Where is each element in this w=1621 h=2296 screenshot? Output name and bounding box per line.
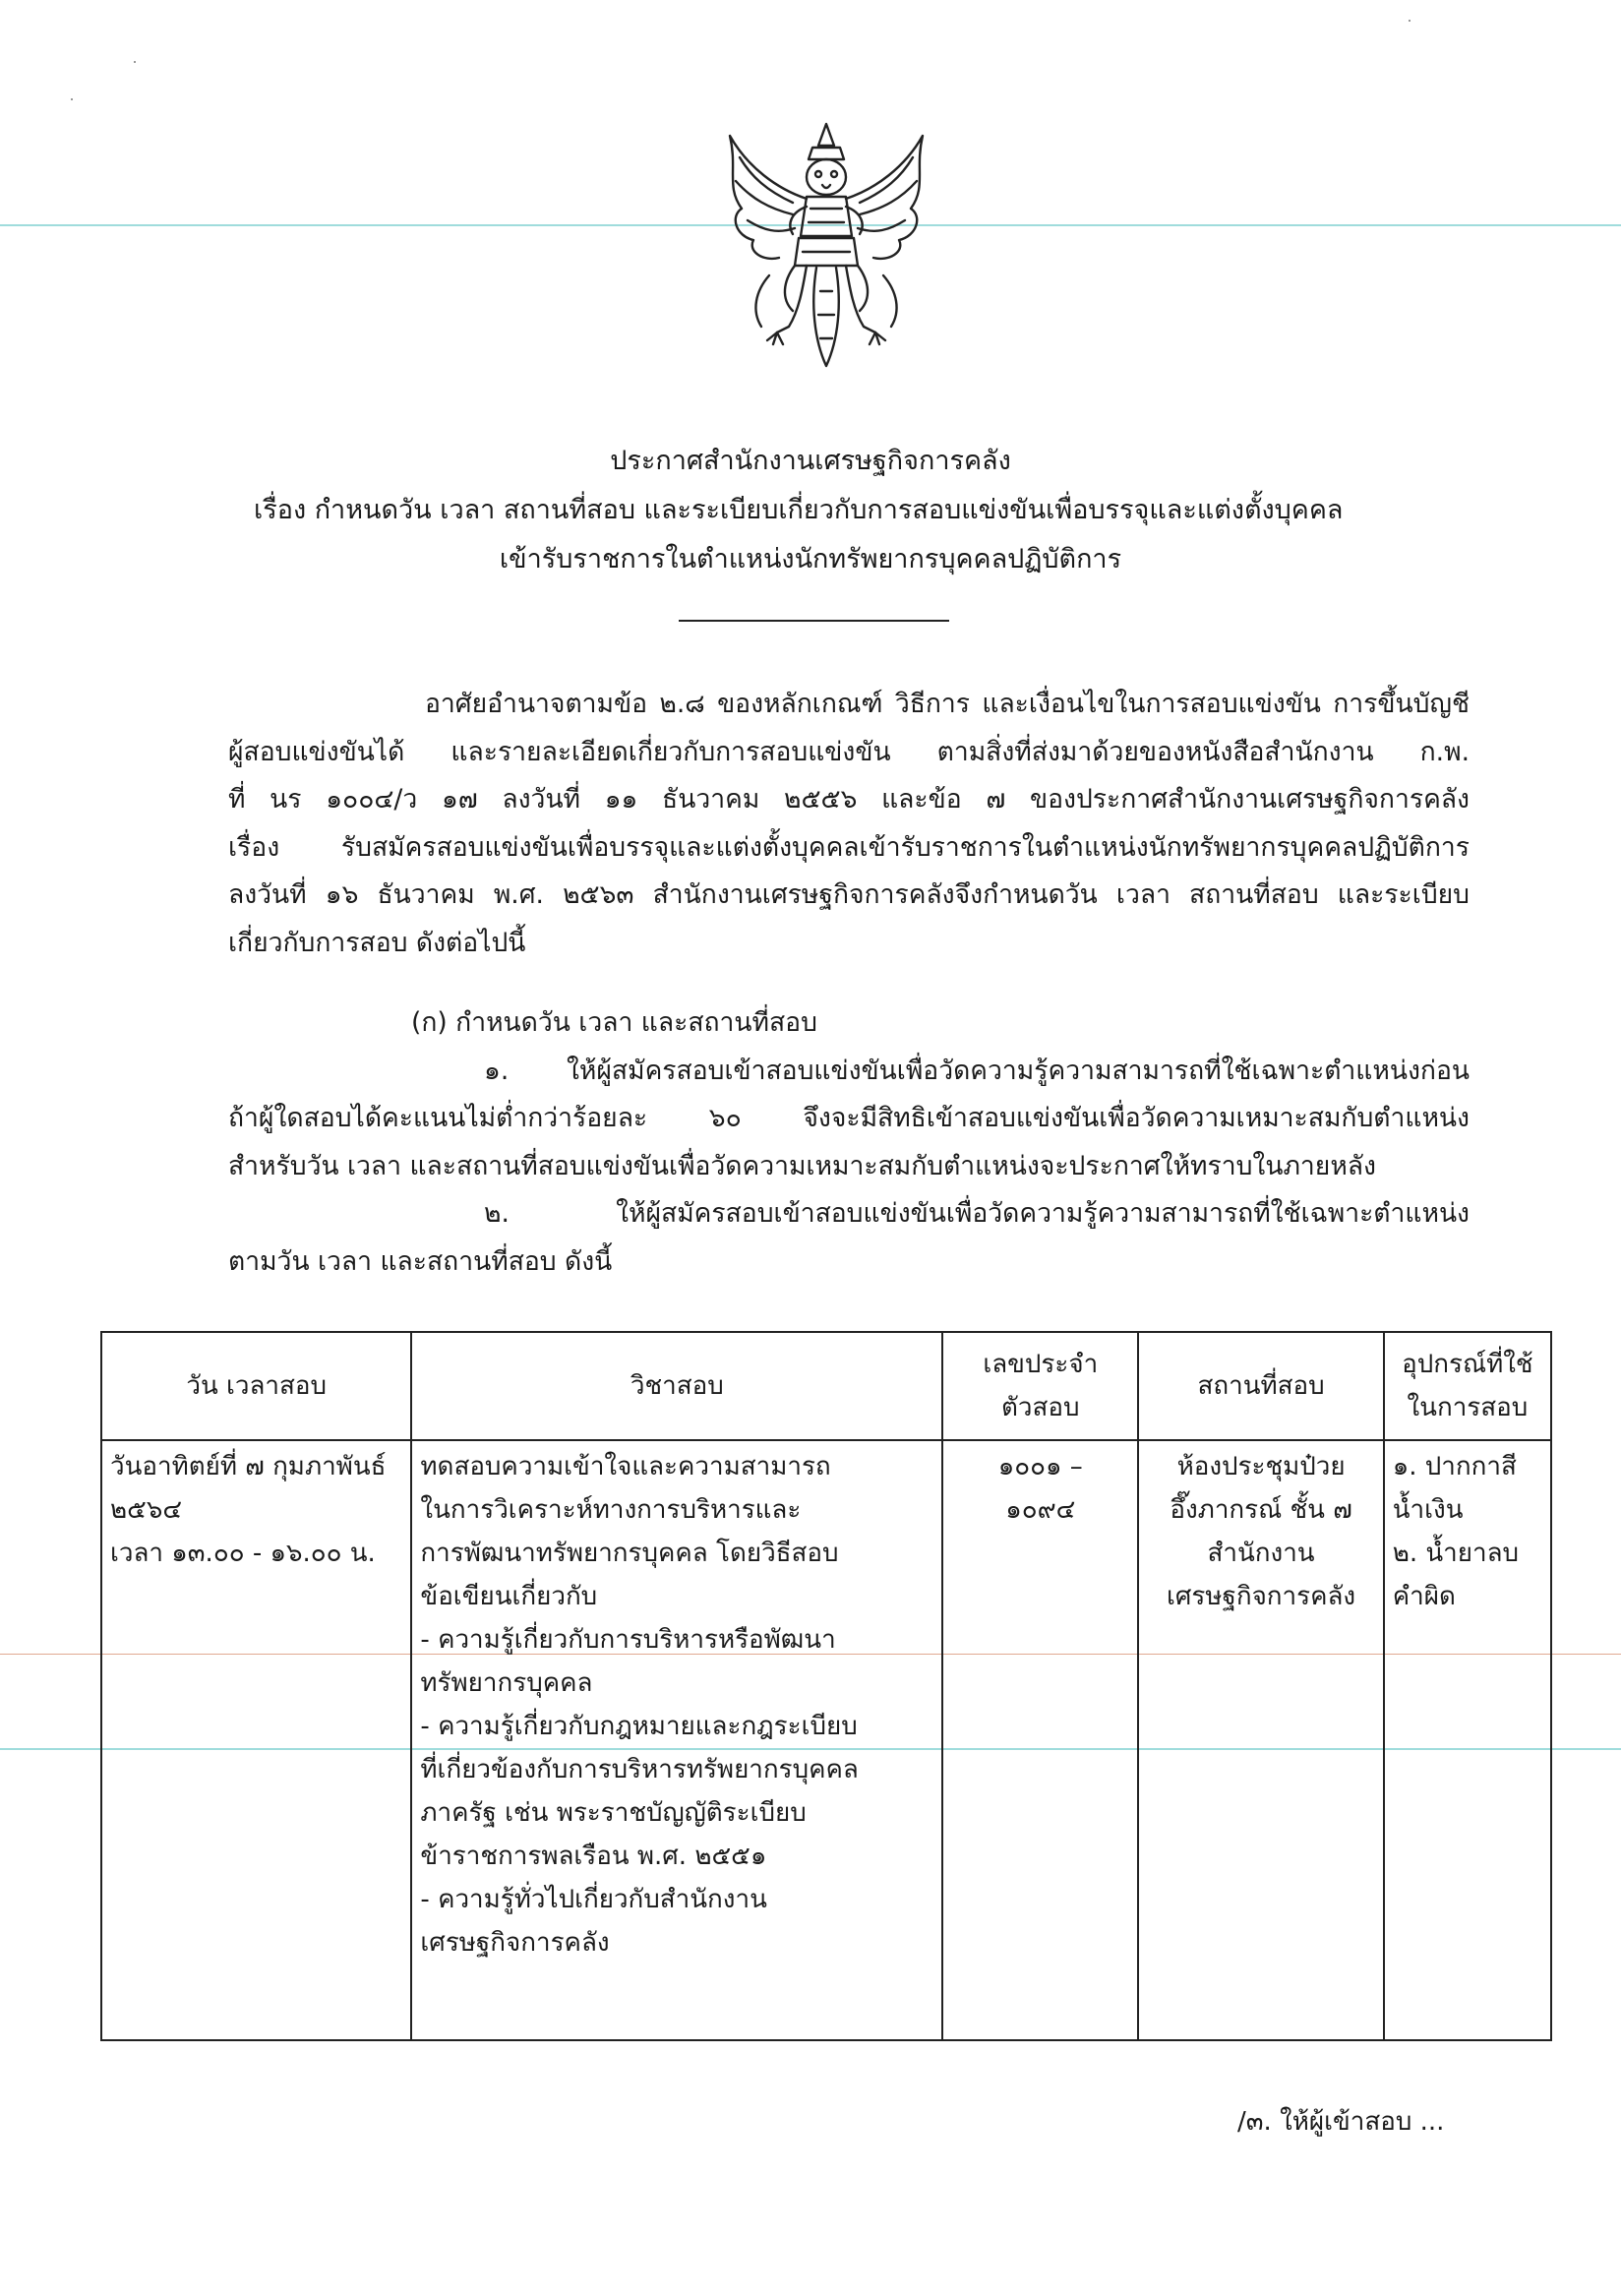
venue-line: เศรษฐกิจการคลัง [1166, 1582, 1356, 1611]
cell-equipment [1384, 1440, 1551, 2040]
date-line: ๒๕๖๔ [110, 1495, 182, 1525]
item1-line: สำหรับวัน เวลา และสถานที่สอบแข่งขันเพื่อวัดความเหมาะสมกับตำแหน่งจะประกาศให้ทราบในภายหลัง [228, 1150, 1376, 1181]
item2-line: ตามวัน เวลา และสถานที่สอบ ดังนี้ [228, 1245, 613, 1277]
scan-speck [134, 61, 136, 63]
date-line: เวลา ๑๓.๐๐ - ๑๖.๐๐ น. [110, 1539, 376, 1568]
subject-line: ข้าราชการพลเรือน พ.ศ. ๒๕๕๑ [420, 1842, 767, 1871]
seat-line: ๑๐๙๔ [1005, 1495, 1076, 1525]
subject-line: - ความรู้ทั่วไปเกี่ยวกับสำนักงาน [420, 1885, 767, 1914]
equip-line: ๑. ปากกาสี [1392, 1452, 1517, 1481]
table-header-row [101, 1332, 1551, 1440]
continuation-note: /๓. ให้ผู้เข้าสอบ ... [1237, 2107, 1445, 2137]
cell-venue [1138, 1440, 1383, 2040]
exam-schedule-table [100, 1331, 1552, 2041]
subject-line: - ความรู้เกี่ยวกับกฎหมายและกฎระเบียบ [420, 1712, 858, 1741]
section-a [228, 999, 1470, 1286]
subject-line: ในการวิเคราะห์ทางการบริหารและ [420, 1495, 802, 1525]
intro-line: เรื่อง รับสมัครสอบแข่งขันเพื่อบรรจุและแต่งตั้งบุคคลเข้ารับราชการในตำแหน่งนักทรัพยากรบุคคลปฏิบัติการ [228, 831, 1470, 863]
scan-speck [1409, 20, 1411, 22]
intro-paragraph [228, 681, 1470, 967]
subject-line: - ความรู้เกี่ยวกับการบริหารหรือพัฒนา [420, 1625, 836, 1655]
item1-line: ๑. ให้ผู้สมัครสอบเข้าสอบแข่งขันเพื่อวัดความรู้ความสามารถที่ใช้เฉพาะตำแหน่งก่อน [484, 1055, 1470, 1086]
subject-line: ที่เกี่ยวข้องกับการบริหารทรัพยากรบุคคล [420, 1755, 859, 1784]
header-seat-line: เลขประจำ [983, 1350, 1099, 1379]
scan-speck [71, 98, 73, 100]
equip-line: น้ำเงิน [1392, 1495, 1464, 1525]
intro-line: อาศัยอำนาจตามข้อ ๒.๘ ของหลักเกณฑ์ วิธีการ และเงื่อนไขในการสอบแข่งขัน การขึ้นบัญชี [425, 689, 1470, 719]
table-row [101, 1440, 1551, 2040]
item1-line: ถ้าผู้ใดสอบได้คะแนนไม่ต่ำกว่าร้อยละ ๖๐ จึงจะมีสิทธิเข้าสอบแข่งขันเพื่อวัดความเหมาะสมกับตำแหน่ง [228, 1103, 1470, 1133]
header-subject: วิชาสอบ [411, 1332, 942, 1440]
cell-seat-number [942, 1440, 1138, 2040]
garuda-emblem-icon [708, 118, 944, 374]
announcement-title: ประกาศสำนักงานเศรษฐกิจการคลัง [610, 446, 1011, 476]
header-seat-line: ตัวสอบ [1001, 1393, 1080, 1422]
header-seat-number [942, 1332, 1138, 1440]
subject-line: การพัฒนาทรัพยากรบุคคล โดยวิธีสอบ [420, 1539, 839, 1568]
intro-line: ผู้สอบแข่งขันได้ และรายละเอียดเกี่ยวกับการสอบแข่งขัน ตามสิ่งที่ส่งมาด้วยของหนังสือสำนักงาน ก.พ. [228, 736, 1470, 767]
subject-line: ภาครัฐ เช่น พระราชบัญญัติระเบียบ [420, 1798, 807, 1828]
header-equipment [1384, 1332, 1551, 1440]
title-divider [679, 620, 949, 622]
seat-line: ๑๐๐๑ – [997, 1452, 1083, 1481]
intro-line: ที่ นร ๑๐๐๔/ว ๑๗ ลงวันที่ ๑๑ ธันวาคม ๒๕๕๖ และข้อ ๗ ของประกาศสำนักงานเศรษฐกิจการคลัง [228, 784, 1470, 815]
venue-line: ห้องประชุมป๋วย [1176, 1452, 1346, 1481]
subject-line: เศรษฐกิจการคลัง [420, 1928, 610, 1958]
subject-line: ทรัพยากรบุคคล [420, 1668, 593, 1698]
subject-line: ข้อเขียนเกี่ยวกับ [420, 1582, 598, 1611]
header-date: วัน เวลาสอบ [101, 1332, 411, 1440]
date-line: วันอาทิตย์ที่ ๗ กุมภาพันธ์ [110, 1452, 387, 1481]
announcement-subject: เรื่อง กำหนดวัน เวลา สถานที่สอบ และระเบียบเกี่ยวกับการสอบแข่งขันเพื่อบรรจุและแต่งตั้งบุคคล [254, 495, 1344, 525]
header-equip-line: ในการสอบ [1407, 1393, 1529, 1422]
item2-line: ๒. ให้ผู้สมัครสอบเข้าสอบแข่งขันเพื่อวัดความรู้ความสามารถที่ใช้เฉพาะตำแหน่ง [484, 1198, 1470, 1229]
equip-line: คำผิด [1392, 1582, 1456, 1611]
subject-line: ทดสอบความเข้าใจและความสามารถ [420, 1452, 831, 1481]
venue-line: สำนักงาน [1207, 1539, 1315, 1568]
announcement-subject-continued: เข้ารับราชการในตำแหน่งนักทรัพยากรบุคคลปฏิบัติการ [499, 544, 1122, 574]
equip-line: ๒. น้ำยาลบ [1392, 1539, 1520, 1568]
cell-subject [411, 1440, 942, 2040]
section-a-heading: (ก) กำหนดวัน เวลา และสถานที่สอบ [411, 1007, 817, 1038]
header-equip-line: อุปกรณ์ที่ใช้ [1402, 1350, 1533, 1379]
venue-line: อึ๊งภากรณ์ ชั้น ๗ [1170, 1495, 1352, 1525]
header-venue: สถานที่สอบ [1138, 1332, 1383, 1440]
cell-date [101, 1440, 411, 2040]
intro-line: เกี่ยวกับการสอบ ดังต่อไปนี้ [228, 927, 526, 958]
intro-line: ลงวันที่ ๑๖ ธันวาคม พ.ศ. ๒๕๖๓ สำนักงานเศรษฐกิจการคลังจึงกำหนดวัน เวลา สถานที่สอบ และระเบียบ [228, 879, 1470, 910]
